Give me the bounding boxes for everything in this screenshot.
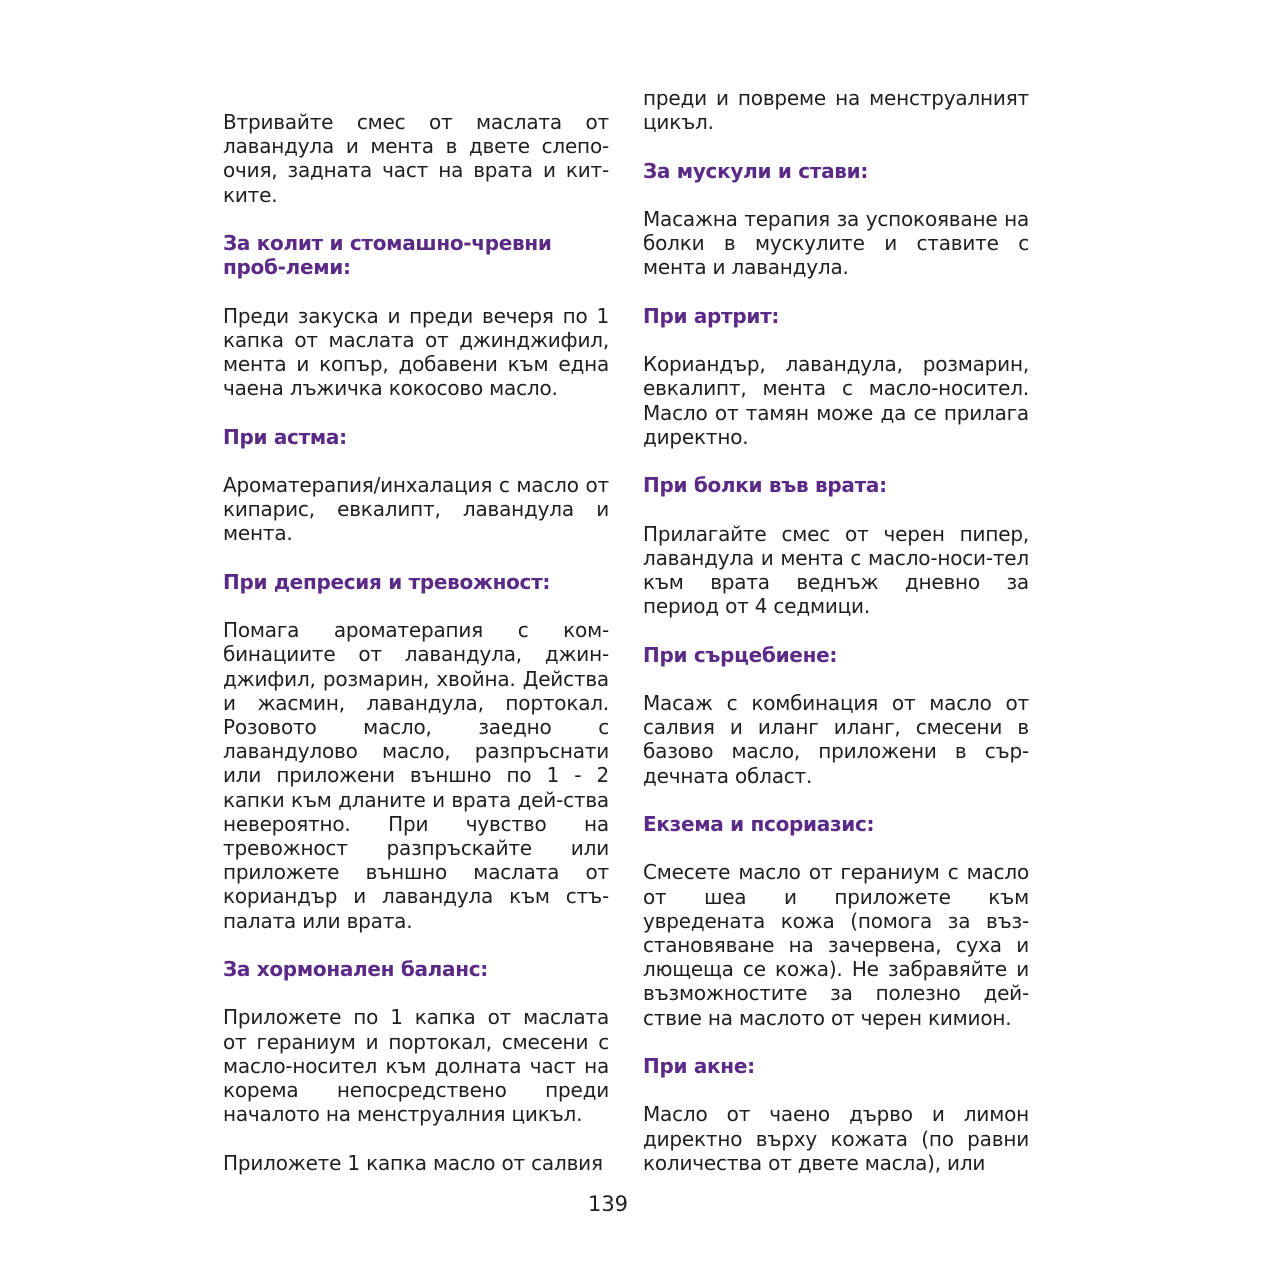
heading-palpitations: При сърцебиене: bbox=[643, 642, 838, 667]
heading-eczema: Екзема и псориазис: bbox=[643, 811, 875, 836]
paragraph-acne: Масло от чаено дърво и лимон директно върху кожата (по равни количества от двете масла), или bbox=[643, 1102, 1029, 1175]
heading-asthma: При астма: bbox=[223, 424, 347, 449]
paragraph-arthritis: Кориандър, лавандула, розмарин, евкалипт, мента с масло-носител. Масло от тамян може да се прилага директно. bbox=[643, 352, 1029, 449]
paragraph-sage: Приложете 1 капка масло от салвия bbox=[223, 1150, 603, 1175]
right-column bbox=[643, 86, 1029, 1199]
paragraph-colitis: Преди закуска и преди вечеря по 1 капка от маслата от джинджифил, мента и копър, добавени към една чаена лъжичка кокосово масло. bbox=[223, 303, 609, 401]
paragraph-eczema: Смесете масло от гераниум с масло от шеа и приложете към увредената кожа (помога за въз-становяване на зачервена, суха и лющеща се кожа). Не забравяйте и възможностите за полезно дей-ствие на маслото от черен кимион. bbox=[643, 860, 1029, 1030]
paragraph-cycle-continued: преди и повреме на менструалният цикъл. bbox=[643, 86, 1029, 135]
heading-neck-pain: При болки във врата: bbox=[643, 473, 887, 498]
paragraph-depression: Помага ароматерапия с ком-бинациите от лавандула, джин-джифил, розмарин, хвойна. Действа и жасмин, лавандула, портокал. Розовото масло, заедно с лавандулово масло, разпръснати или приложени външно по 1 - 2 капки към дланите и врата дей-ства невероятно. При чувство на тревожност разпръскайте или приложете външно маслата от кориандър и лавандула към стъ-палата или врата. bbox=[223, 618, 609, 933]
heading-depression: При депресия и тревожност: bbox=[223, 569, 551, 594]
heading-arthritis: При артрит: bbox=[643, 303, 780, 328]
heading-acne: При акне: bbox=[643, 1053, 755, 1078]
page-number: 139 bbox=[587, 1192, 629, 1216]
heading-muscles-joints: За мускули и стави: bbox=[643, 158, 869, 183]
heading-colitis: За колит и стомашно-чревни проб-леми: bbox=[223, 231, 552, 280]
paragraph-hormonal-balance: Приложете по 1 капка от маслата от гераниум и портокал, смесени с масло-носител към долната част на корема непосредствено преди началото на менструалния цикъл. bbox=[223, 1005, 609, 1127]
left-column bbox=[223, 110, 609, 1199]
heading-hormonal-balance: За хормонален баланс: bbox=[223, 957, 488, 981]
paragraph-palpitations: Масаж с комбинация от масло от салвия и иланг иланг, смесени в базово масло, приложени в сър-дечната област. bbox=[643, 690, 1029, 788]
paragraph-asthma: Ароматерапия/инхалация с масло от кипарис, евкалипт, лавандула и мента. bbox=[223, 472, 609, 546]
paragraph-muscles-joints: Масажна терапия за успокояване на болки в мускулите и ставите с мента и лавандула. bbox=[643, 206, 1029, 280]
paragraph-neck-pain: Прилагайте смес от черен пипер, лавандула и мента с масло-носи-тел към врата веднъж дневно за период от 4 седмици. bbox=[643, 521, 1029, 619]
paragraph-temples-massage: Втривайте смес от маслата от лавандула и мента в двете слепо-очия, задната част на врата и кит-ките. bbox=[223, 110, 609, 207]
